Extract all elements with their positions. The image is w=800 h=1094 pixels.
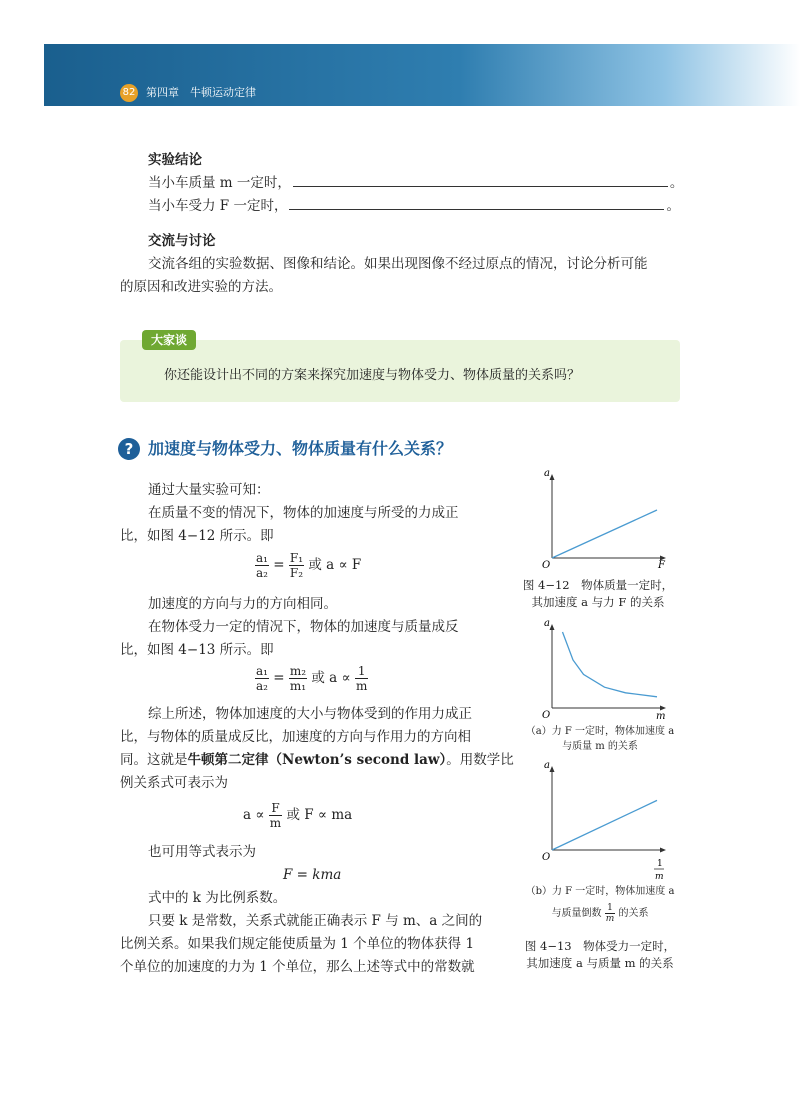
para-5-l1: 综上所述，物体加速度的大小与物体受到的作用力成正	[148, 706, 472, 722]
talk-badge: 大家谈	[142, 330, 196, 350]
blank-2[interactable]	[289, 196, 664, 210]
figure-4-13b-chart	[540, 762, 670, 880]
fig-4-13a-caption-1: （a）力 F 一定时，物体加速度 a	[525, 726, 675, 737]
x-axis-label-den: m	[655, 872, 664, 882]
discussion-line-2: 的原因和改进实验的方法。	[120, 279, 282, 295]
equation-4: F = kma	[283, 867, 342, 883]
para-2-l2: 比，如图 4−12 所示。即	[120, 528, 274, 544]
y-axis-label: a	[544, 468, 550, 479]
para-7: 式中的 k 为比例系数。	[148, 890, 287, 906]
conclusion-line-2: 当小车受力 F 一定时， 。	[148, 198, 680, 214]
x-axis-arrow	[660, 848, 666, 853]
figure-4-12-chart	[540, 470, 670, 570]
blank-1[interactable]	[293, 173, 668, 187]
y-axis-arrow	[550, 766, 555, 772]
discussion-line-1: 交流各组的实验数据、图像和结论。如果出现图像不经过原点的情况，讨论分析可能	[148, 256, 648, 272]
para-1: 通过大量实验可知：	[148, 482, 270, 498]
para-4-l1: 在物体受力一定的情况下，物体的加速度与质量成反	[148, 619, 459, 635]
para-4-l2: 比，如图 4−13 所示。即	[120, 642, 274, 658]
para-8-l2: 比例关系。如果我们规定能使质量为 1 个单位的物体获得 1	[120, 936, 475, 952]
origin-label: O	[542, 852, 551, 863]
fig-4-13b-caption-1: （b）力 F 一定时，物体加速度 a	[525, 886, 675, 897]
data-line	[552, 800, 657, 850]
fig-4-13-caption-1: 图 4−13 物体受力一定时，	[524, 939, 676, 953]
para-8-l1: 只要 k 是常数，关系式就能正确表示 F 与 m、a 之间的	[148, 913, 483, 929]
para-2-l1: 在质量不变的情况下，物体的加速度与所受的力成正	[148, 505, 459, 521]
question-icon: ?	[118, 438, 140, 460]
para-5-l4: 例关系式可表示为	[120, 775, 228, 791]
fig-4-12-caption-1: 图 4−12 物体质量一定时，	[522, 578, 674, 592]
discussion-title: 交流与讨论	[148, 233, 216, 249]
data-line	[552, 510, 657, 558]
fig-4-13a-caption-2: 与质量 m 的关系	[562, 741, 638, 752]
fig-4-13-caption-2: 其加速度 a 与质量 m 的关系	[526, 956, 674, 970]
newton-law-term: 牛顿第二定律（Newton’s second law）	[187, 752, 447, 768]
x-axis-arrow	[660, 706, 666, 711]
para-5-l2: 比，与物体的质量成反比，加速度的方向与作用力的方向相	[120, 729, 471, 745]
y-axis-arrow	[550, 624, 555, 630]
para-5-l3: 同。这就是牛顿第二定律（Newton’s second law）。用数学比	[120, 752, 514, 768]
conclusion-line-1: 当小车质量 m 一定时， 。	[148, 175, 684, 191]
figure-4-13a-chart	[540, 620, 670, 720]
y-axis-label: a	[544, 760, 550, 771]
conclusion-title: 实验结论	[148, 152, 202, 168]
x-axis-label: m	[656, 711, 666, 722]
equation-2: $\frac{\text{a₁}}{\text{a₂}}$ = $\frac{\text{m₂}}{\text{m₁}}$ 或 a ∝ $\frac{1}{m}$	[256, 664, 368, 693]
origin-label: O	[542, 710, 551, 721]
chapter-title: 第四章 牛顿运动定律	[146, 86, 256, 99]
y-axis-label: a	[544, 618, 550, 629]
talk-question: 你还能设计出不同的方案来探究加速度与物体受力、物体质量的关系吗？	[164, 368, 581, 383]
section-title: 加速度与物体受力、物体质量有什么关系？	[148, 439, 453, 458]
fig-4-12-caption-2: 其加速度 a 与力 F 的关系	[531, 595, 665, 609]
y-axis-arrow	[550, 474, 555, 480]
page-number: 82	[120, 84, 138, 102]
para-8-l3: 个单位的加速度的力为 1 个单位，那么上述等式中的常数就	[120, 959, 475, 975]
para-6: 也可用等式表示为	[148, 844, 256, 860]
data-curve	[563, 632, 658, 697]
x-axis-label-num: 1	[657, 859, 663, 869]
equation-1: $\frac{\text{a₁}}{\text{a₂}}$ = $\frac{\text{F₁}}{\text{F₂}}$ 或 a ∝ F	[256, 551, 362, 580]
fig-4-13b-caption-2: 与质量倒数 $\frac{1}{m}$ 的关系	[551, 903, 649, 924]
equation-3: a ∝ $\frac{F}{m}$ 或 F ∝ ma	[243, 801, 353, 830]
origin-label: O	[542, 560, 551, 571]
x-axis-label: F	[658, 560, 665, 571]
para-3: 加速度的方向与力的方向相同。	[148, 596, 337, 612]
